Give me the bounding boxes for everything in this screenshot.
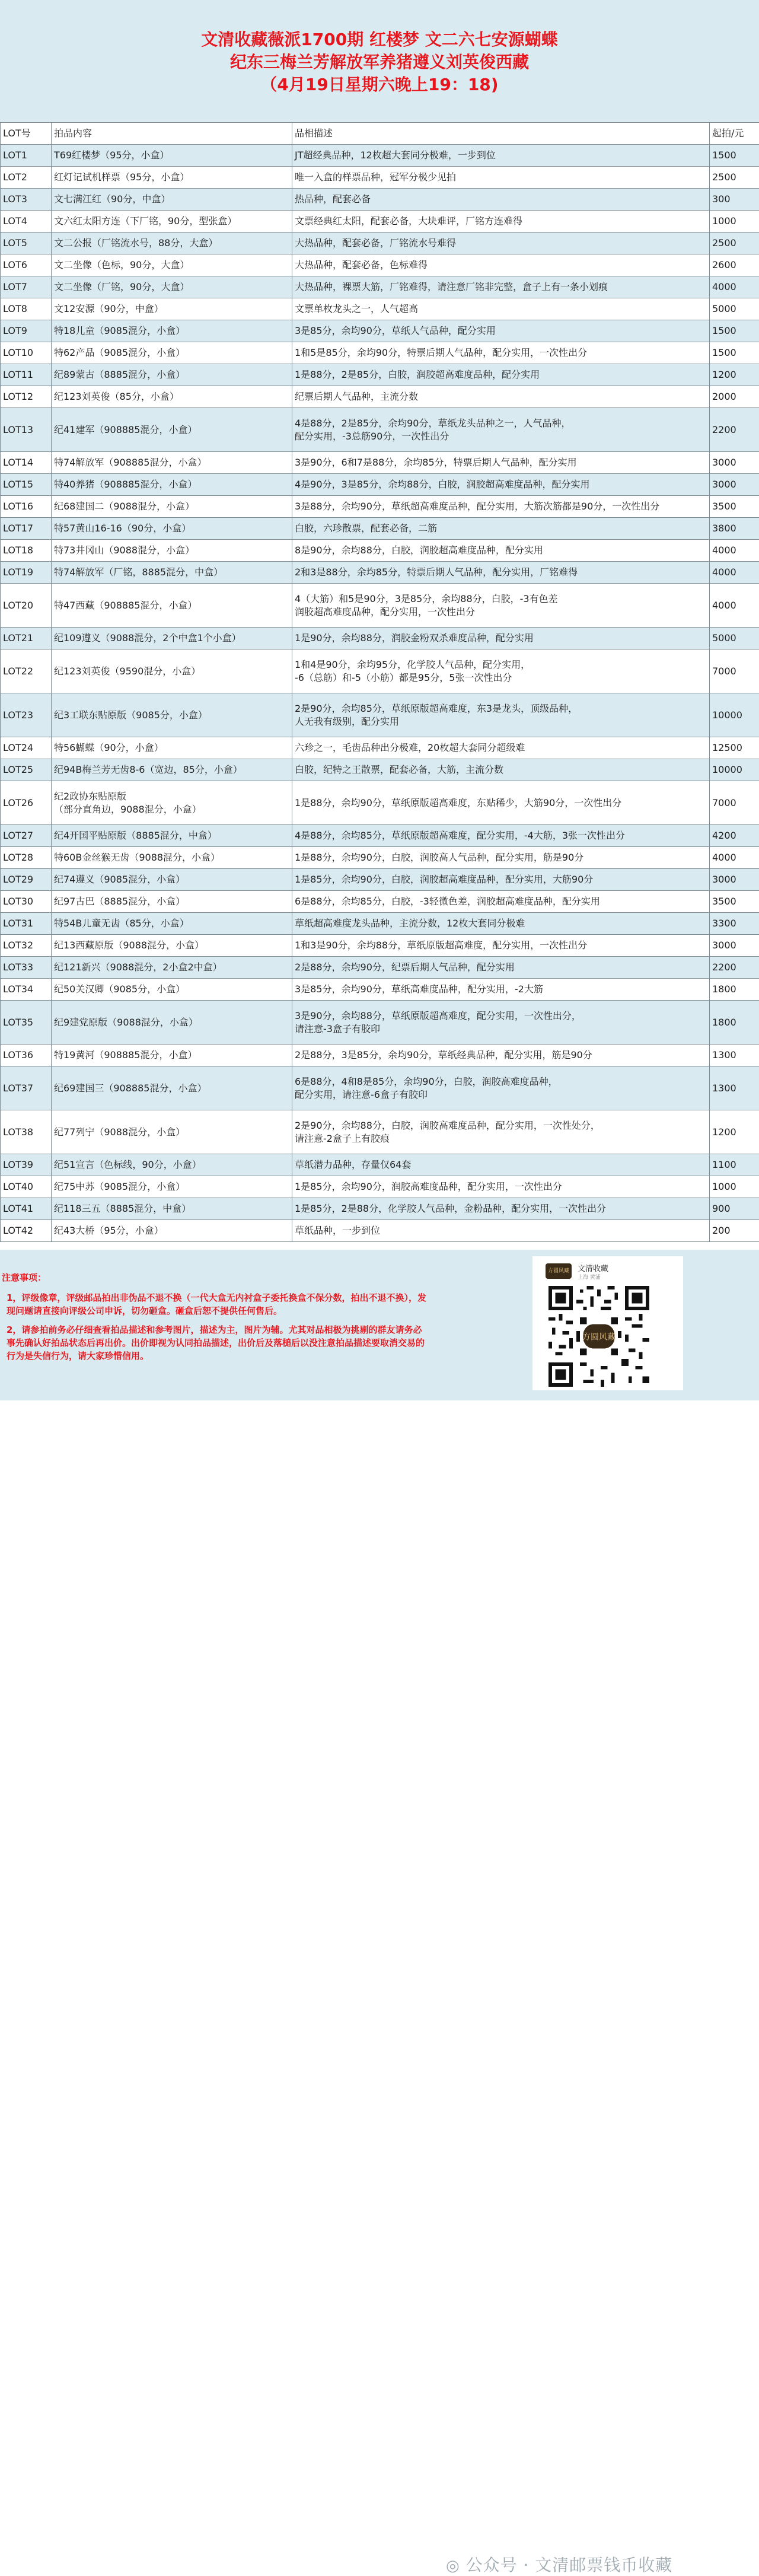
lot-number-cell: LOT36 [1, 1045, 52, 1066]
condition-description-cell: 大热品种，裸票大筋，厂铭难得，请注意厂铭非完整，盒子上有一条小划痕 [292, 276, 710, 298]
lot-number-cell: LOT38 [1, 1110, 52, 1154]
table-header-row [1, 123, 759, 145]
item-content-cell: 文六红太阳方连（下厂铭，90分，型张盒） [52, 211, 292, 233]
lot-number-cell: LOT1 [1, 145, 52, 167]
starting-price-cell: 2500 [710, 167, 759, 189]
table-row [1, 628, 759, 649]
title-line-3: （4月19日星期六晚上19：18) [0, 74, 759, 96]
lot-number-cell: LOT8 [1, 298, 52, 320]
item-content-cell: 纪123刘英俊（85分，小盒） [52, 386, 292, 408]
table-row [1, 518, 759, 540]
condition-description-cell: 大热品种，配套必备，厂铭流水号难得 [292, 233, 710, 254]
page-header [0, 0, 759, 122]
svg-text:方圆风藏: 方圆风藏 [582, 1332, 616, 1342]
lot-number-cell: LOT42 [1, 1220, 52, 1242]
starting-price-cell: 10000 [710, 693, 759, 737]
table-row [1, 386, 759, 408]
table-row [1, 935, 759, 957]
note-item-2: 2，请参拍前务必仔细查看拍品描述和参考图片，描述为主，图片为辅。尤其对品相极为挑剔的群友请务必事先确认好拍品状态后再出价。出价即视为认同拍品描述，出价后及落槌后以没注意拍品描述要取消交易的行为是失信行为，请大家珍惜信用。 [7, 1323, 429, 1362]
condition-description-cell: JT超经典品种，12枚超大套同分极难，一步到位 [292, 145, 710, 167]
column-header-lot: LOT号 [1, 123, 52, 145]
condition-description-cell: 3是88分，余均90分，草纸超高难度品种，配分实用，大筋次筋都是90分，一次性出分 [292, 496, 710, 518]
starting-price-cell: 10000 [710, 759, 759, 781]
item-content-cell: 纪51宣言（色标线，90分，小盒） [52, 1154, 292, 1176]
table-row [1, 1198, 759, 1220]
lot-number-cell: LOT5 [1, 233, 52, 254]
lot-number-cell: LOT41 [1, 1198, 52, 1220]
lot-number-cell: LOT21 [1, 628, 52, 649]
starting-price-cell: 4000 [710, 540, 759, 562]
lot-number-cell: LOT30 [1, 891, 52, 913]
lot-number-cell: LOT4 [1, 211, 52, 233]
condition-description-cell: 1和3是90分，余均88分，草纸原版超高难度，配分实用，一次性出分 [292, 935, 710, 957]
item-content-cell: 红灯记试机样票（95分，小盒） [52, 167, 292, 189]
item-content-cell: 特47西藏（908885混分，小盒） [52, 584, 292, 628]
footer-panel [0, 1250, 759, 1400]
condition-description-cell: 文票单枚龙头之一，人气超高 [292, 298, 710, 320]
table-row [1, 233, 759, 254]
lot-number-cell: LOT6 [1, 254, 52, 276]
starting-price-cell: 1000 [710, 211, 759, 233]
condition-description-cell: 2是90分，余均85分，草纸原版超高难度，东3是龙头，顶级品种， 人无我有级别，配分实用 [292, 693, 710, 737]
item-content-cell: 特74解放军（908885混分，小盒） [52, 452, 292, 474]
condition-description-cell: 1是85分，余均90分，白胶，润胶超高难度品种，配分实用，大筋90分 [292, 869, 710, 891]
item-content-cell: 特56蝴蝶（90分，小盒） [52, 737, 292, 759]
item-content-cell: 纪4开国平贴原版（8885混分，中盒） [52, 825, 292, 847]
starting-price-cell: 1100 [710, 1154, 759, 1176]
table-row [1, 276, 759, 298]
table-row [1, 759, 759, 781]
item-content-cell: 特60B金丝猴无齿（9088混分，小盒） [52, 847, 292, 869]
table-row [1, 167, 759, 189]
lot-number-cell: LOT14 [1, 452, 52, 474]
lot-number-cell: LOT13 [1, 408, 52, 452]
condition-description-cell: 1和5是85分，余均90分，特票后期人气品种，配分实用，一次性出分 [292, 342, 710, 364]
starting-price-cell: 1200 [710, 1110, 759, 1154]
lot-number-cell: LOT12 [1, 386, 52, 408]
table-row [1, 562, 759, 584]
table-row [1, 496, 759, 518]
lot-number-cell: LOT7 [1, 276, 52, 298]
condition-description-cell: 2是88分，3是85分，余均90分，草纸经典品种，配分实用，筋是90分 [292, 1045, 710, 1066]
notes-title: 注意事项： [2, 1271, 429, 1284]
starting-price-cell: 1500 [710, 320, 759, 342]
item-content-cell: 纪43大桥（95分，小盒） [52, 1220, 292, 1242]
condition-description-cell: 1是90分，余均88分，润胶金粉双杀难度品种，配分实用 [292, 628, 710, 649]
starting-price-cell: 2000 [710, 386, 759, 408]
table-row [1, 145, 759, 167]
condition-description-cell: 大热品种，配套必备，色标难得 [292, 254, 710, 276]
table-row [1, 825, 759, 847]
qr-account-location: 上海 黄浦 [578, 1273, 601, 1281]
condition-description-cell: 4是88分，2是85分，余均90分，草纸龙头品种之一，人气品种， 配分实用，-3总筋90分，一次性出分 [292, 408, 710, 452]
item-content-cell: 特54B儿童无齿（85分，小盒） [52, 913, 292, 935]
lot-number-cell: LOT18 [1, 540, 52, 562]
table-row [1, 979, 759, 1001]
table-row [1, 320, 759, 342]
table-row [1, 408, 759, 452]
starting-price-cell: 1300 [710, 1066, 759, 1110]
item-content-cell: 特40养猪（908885混分，小盒） [52, 474, 292, 496]
item-content-cell: 纪75中苏（9085混分，小盒） [52, 1176, 292, 1198]
item-content-cell: 纪94B梅兰芳无齿8-6（宽边，85分，小盒） [52, 759, 292, 781]
table-row [1, 913, 759, 935]
starting-price-cell: 4000 [710, 276, 759, 298]
table-row [1, 584, 759, 628]
lot-number-cell: LOT26 [1, 781, 52, 825]
table-row [1, 1001, 759, 1045]
condition-description-cell: 1是88分，2是85分，白胶，润胶超高难度品种，配分实用 [292, 364, 710, 386]
starting-price-cell: 4000 [710, 584, 759, 628]
starting-price-cell: 2500 [710, 233, 759, 254]
starting-price-cell: 3000 [710, 935, 759, 957]
lot-number-cell: LOT23 [1, 693, 52, 737]
item-content-cell: T69红楼梦（95分，小盒） [52, 145, 292, 167]
starting-price-cell: 1800 [710, 1001, 759, 1045]
item-content-cell: 纪3工联东贴原版（9085分，小盒） [52, 693, 292, 737]
item-content-cell: 纪121新兴（9088混分，2小盒2中盒） [52, 957, 292, 979]
condition-description-cell: 文票经典红太阳，配套必备，大块难评，厂铭方连难得 [292, 211, 710, 233]
lot-number-cell: LOT32 [1, 935, 52, 957]
lot-number-cell: LOT39 [1, 1154, 52, 1176]
condition-description-cell: 3是90分，6和7是88分，余均85分，特票后期人气品种，配分实用 [292, 452, 710, 474]
condition-description-cell: 8是90分，余均88分，白胶，润胶超高难度品种，配分实用 [292, 540, 710, 562]
starting-price-cell: 1500 [710, 342, 759, 364]
table-row [1, 540, 759, 562]
table-row [1, 342, 759, 364]
item-content-cell: 特57黄山16-16（90分，小盒） [52, 518, 292, 540]
item-content-cell: 纪74遵义（9085混分，小盒） [52, 869, 292, 891]
column-header-item: 拍品内容 [52, 123, 292, 145]
item-content-cell: 纪97古巴（8885混分，小盒） [52, 891, 292, 913]
item-content-cell: 文二坐像（色标，90分，大盒） [52, 254, 292, 276]
lot-number-cell: LOT24 [1, 737, 52, 759]
table-row [1, 957, 759, 979]
table-row [1, 1220, 759, 1242]
condition-description-cell: 纪票后期人气品种，主流分数 [292, 386, 710, 408]
qr-account-name: 文清收藏 [578, 1262, 608, 1273]
item-content-cell: 特18儿童（9085混分，小盒） [52, 320, 292, 342]
condition-description-cell: 2是90分，余均88分，白胶，润胶高难度品种，配分实用，一次性处分， 请注意-2盒子上有胶痕 [292, 1110, 710, 1154]
lot-number-cell: LOT37 [1, 1066, 52, 1110]
lot-number-cell: LOT27 [1, 825, 52, 847]
item-content-cell: 纪77列宁（9088混分，小盒） [52, 1110, 292, 1154]
condition-description-cell: 6是88分，4和8是85分，余均90分，白胶，润胶高难度品种， 配分实用，请注意-6盒子有胶印 [292, 1066, 710, 1110]
qr-code-card [532, 1256, 683, 1390]
item-content-cell: 文12安源（90分，中盒） [52, 298, 292, 320]
starting-price-cell: 3000 [710, 452, 759, 474]
starting-price-cell: 4000 [710, 562, 759, 584]
starting-price-cell: 4000 [710, 847, 759, 869]
title-line-2: 纪东三梅兰芳解放军养猪遵义刘英俊西藏 [0, 51, 759, 74]
table-row [1, 847, 759, 869]
lot-number-cell: LOT9 [1, 320, 52, 342]
table-row [1, 452, 759, 474]
table-row [1, 649, 759, 693]
table-row [1, 364, 759, 386]
lot-number-cell: LOT22 [1, 649, 52, 693]
lot-number-cell: LOT33 [1, 957, 52, 979]
condition-description-cell: 白胶，六珍散票，配套必备，二筋 [292, 518, 710, 540]
starting-price-cell: 5000 [710, 298, 759, 320]
condition-description-cell: 1和4是90分，余均95分，化学胶人气品种，配分实用， -6（总筋）和-5（小筋）都是95分，5张一次性出分 [292, 649, 710, 693]
table-row [1, 1154, 759, 1176]
condition-description-cell: 白胶，纪特之王散票，配套必备，大筋，主流分数 [292, 759, 710, 781]
table-row [1, 737, 759, 759]
table-body [1, 145, 759, 1242]
qr-code-icon [548, 1286, 649, 1387]
item-content-cell: 纪68建国二（9088混分，小盒） [52, 496, 292, 518]
condition-description-cell: 1是88分，余均90分，草纸原版超高难度，东贴稀少，大筋90分，一次性出分 [292, 781, 710, 825]
starting-price-cell: 900 [710, 1198, 759, 1220]
condition-description-cell: 3是85分，余均90分，草纸高难度品种，配分实用，-2大筋 [292, 979, 710, 1001]
table-row [1, 1045, 759, 1066]
item-content-cell: 纪41建军（908885混分，小盒） [52, 408, 292, 452]
starting-price-cell: 1300 [710, 1045, 759, 1066]
watermark-text: 公众号 · 文清邮票钱币收藏 [466, 2555, 673, 2575]
lot-number-cell: LOT29 [1, 869, 52, 891]
condition-description-cell: 1是88分，余均90分，白胶，润胶高人气品种，配分实用，筋是90分 [292, 847, 710, 869]
starting-price-cell: 3500 [710, 496, 759, 518]
notes-section [2, 1271, 429, 1368]
lot-number-cell: LOT17 [1, 518, 52, 540]
starting-price-cell: 7000 [710, 649, 759, 693]
starting-price-cell: 5000 [710, 628, 759, 649]
condition-description-cell: 1是85分，余均90分，润胶高难度品种，配分实用，一次性出分 [292, 1176, 710, 1198]
starting-price-cell: 1200 [710, 364, 759, 386]
lot-number-cell: LOT19 [1, 562, 52, 584]
lot-number-cell: LOT11 [1, 364, 52, 386]
lot-number-cell: LOT34 [1, 979, 52, 1001]
table-row [1, 891, 759, 913]
starting-price-cell: 300 [710, 189, 759, 211]
condition-description-cell: 草纸超高难度龙头品种，主流分数，12枚大套同分极难 [292, 913, 710, 935]
lot-number-cell: LOT25 [1, 759, 52, 781]
lot-number-cell: LOT3 [1, 189, 52, 211]
table-row [1, 211, 759, 233]
starting-price-cell: 1000 [710, 1176, 759, 1198]
item-content-cell: 纪118三五（8885混分，中盒） [52, 1198, 292, 1220]
title-line-1: 文清收藏薇派1700期 红楼梦 文二六七安源蝴蝶 [0, 0, 759, 51]
item-content-cell: 特73井冈山（9088混分，小盒） [52, 540, 292, 562]
starting-price-cell: 2600 [710, 254, 759, 276]
table-row [1, 869, 759, 891]
item-content-cell: 纪13西藏原版（9088混分，小盒） [52, 935, 292, 957]
lot-number-cell: LOT28 [1, 847, 52, 869]
condition-description-cell: 六珍之一，毛齿品种出分极难，20枚超大套同分超级难 [292, 737, 710, 759]
condition-description-cell: 草纸品种，一步到位 [292, 1220, 710, 1242]
table-row [1, 1176, 759, 1198]
condition-description-cell: 2是88分，余均90分，纪票后期人气品种，配分实用 [292, 957, 710, 979]
condition-description-cell: 4（大筋）和5是90分，3是85分，余均88分，白胶，-3有色差 润胶超高难度品种，配分实用，一次性出分 [292, 584, 710, 628]
table-row [1, 781, 759, 825]
starting-price-cell: 3000 [710, 869, 759, 891]
table-row [1, 474, 759, 496]
table-row [1, 189, 759, 211]
lot-number-cell: LOT16 [1, 496, 52, 518]
condition-description-cell: 唯一入盒的样票品种，冠军分极少见拍 [292, 167, 710, 189]
lot-number-cell: LOT35 [1, 1001, 52, 1045]
condition-description-cell: 2和3是88分，余均85分，特票后期人气品种，配分实用，厂铭难得 [292, 562, 710, 584]
item-content-cell: 纪2政协东贴原版 （部分直角边，9088混分，小盒） [52, 781, 292, 825]
condition-description-cell: 3是90分，余均88分，草纸原版超高难度，配分实用，一次性出分， 请注意-3盒子有胶印 [292, 1001, 710, 1045]
column-header-description: 品相描述 [292, 123, 710, 145]
note-item-1: 1，评级像章，评级邮品拍出非伪品不退不换（一代大盒无内衬盒子委托换盒不保分数，拍出不退不换），发现问题请直接向评级公司申诉，切勿砸盒。砸盒后恕不提供任何售后。 [7, 1291, 429, 1317]
item-content-cell: 文七满江红（90分，中盒） [52, 189, 292, 211]
watermark [446, 2552, 672, 2576]
item-content-cell: 文二公报（厂铭流水号，88分，大盒） [52, 233, 292, 254]
starting-price-cell: 1800 [710, 979, 759, 1001]
starting-price-cell: 1500 [710, 145, 759, 167]
starting-price-cell: 2200 [710, 408, 759, 452]
table-row [1, 298, 759, 320]
table-row [1, 1066, 759, 1110]
table-row [1, 254, 759, 276]
starting-price-cell: 3800 [710, 518, 759, 540]
shop-logo: 方圆风藏 [546, 1263, 572, 1279]
item-content-cell: 纪50关汉卿（9085分，小盒） [52, 979, 292, 1001]
column-header-price: 起拍/元 [710, 123, 759, 145]
condition-description-cell: 3是85分，余均90分，草纸人气品种，配分实用 [292, 320, 710, 342]
lot-number-cell: LOT2 [1, 167, 52, 189]
table-row [1, 1110, 759, 1154]
starting-price-cell: 2200 [710, 957, 759, 979]
condition-description-cell: 热品种，配套必备 [292, 189, 710, 211]
table-row [1, 693, 759, 737]
condition-description-cell: 1是85分，2是88分，化学胶人气品种，金粉品种，配分实用，一次性出分 [292, 1198, 710, 1220]
condition-description-cell: 4是88分，余均85分，草纸原版超高难度，配分实用，-4大筋，3张一次性出分 [292, 825, 710, 847]
item-content-cell: 特74解放军（厂铭，8885混分，中盒） [52, 562, 292, 584]
auction-lot-table [0, 122, 759, 1242]
starting-price-cell: 3000 [710, 474, 759, 496]
starting-price-cell: 12500 [710, 737, 759, 759]
starting-price-cell: 4200 [710, 825, 759, 847]
item-content-cell: 文二坐像（厂铭，90分，大盒） [52, 276, 292, 298]
starting-price-cell: 3500 [710, 891, 759, 913]
lot-number-cell: LOT31 [1, 913, 52, 935]
item-content-cell: 纪109遵义（9088混分，2个中盒1个小盒） [52, 628, 292, 649]
starting-price-cell: 3300 [710, 913, 759, 935]
wechat-icon: ◎ [446, 2557, 460, 2575]
item-content-cell: 纪9建党原版（9088混分，小盒） [52, 1001, 292, 1045]
lot-number-cell: LOT15 [1, 474, 52, 496]
item-content-cell: 特19黄河（908885混分，小盒） [52, 1045, 292, 1066]
item-content-cell: 纪123刘英俊（9590混分，小盒） [52, 649, 292, 693]
lot-number-cell: LOT20 [1, 584, 52, 628]
starting-price-cell: 7000 [710, 781, 759, 825]
lot-number-cell: LOT40 [1, 1176, 52, 1198]
condition-description-cell: 草纸潜力品种，存量仅64套 [292, 1154, 710, 1176]
item-content-cell: 纪69建国三（908885混分，小盒） [52, 1066, 292, 1110]
condition-description-cell: 4是90分，3是85分，余均88分，白胶，润胶超高难度品种，配分实用 [292, 474, 710, 496]
starting-price-cell: 200 [710, 1220, 759, 1242]
lot-number-cell: LOT10 [1, 342, 52, 364]
item-content-cell: 纪89蒙古（8885混分，小盒） [52, 364, 292, 386]
item-content-cell: 特62产品（9085混分，小盒） [52, 342, 292, 364]
condition-description-cell: 6是88分，余均85分，白胶，-3轻微色差，润胶超高难度品种，配分实用 [292, 891, 710, 913]
